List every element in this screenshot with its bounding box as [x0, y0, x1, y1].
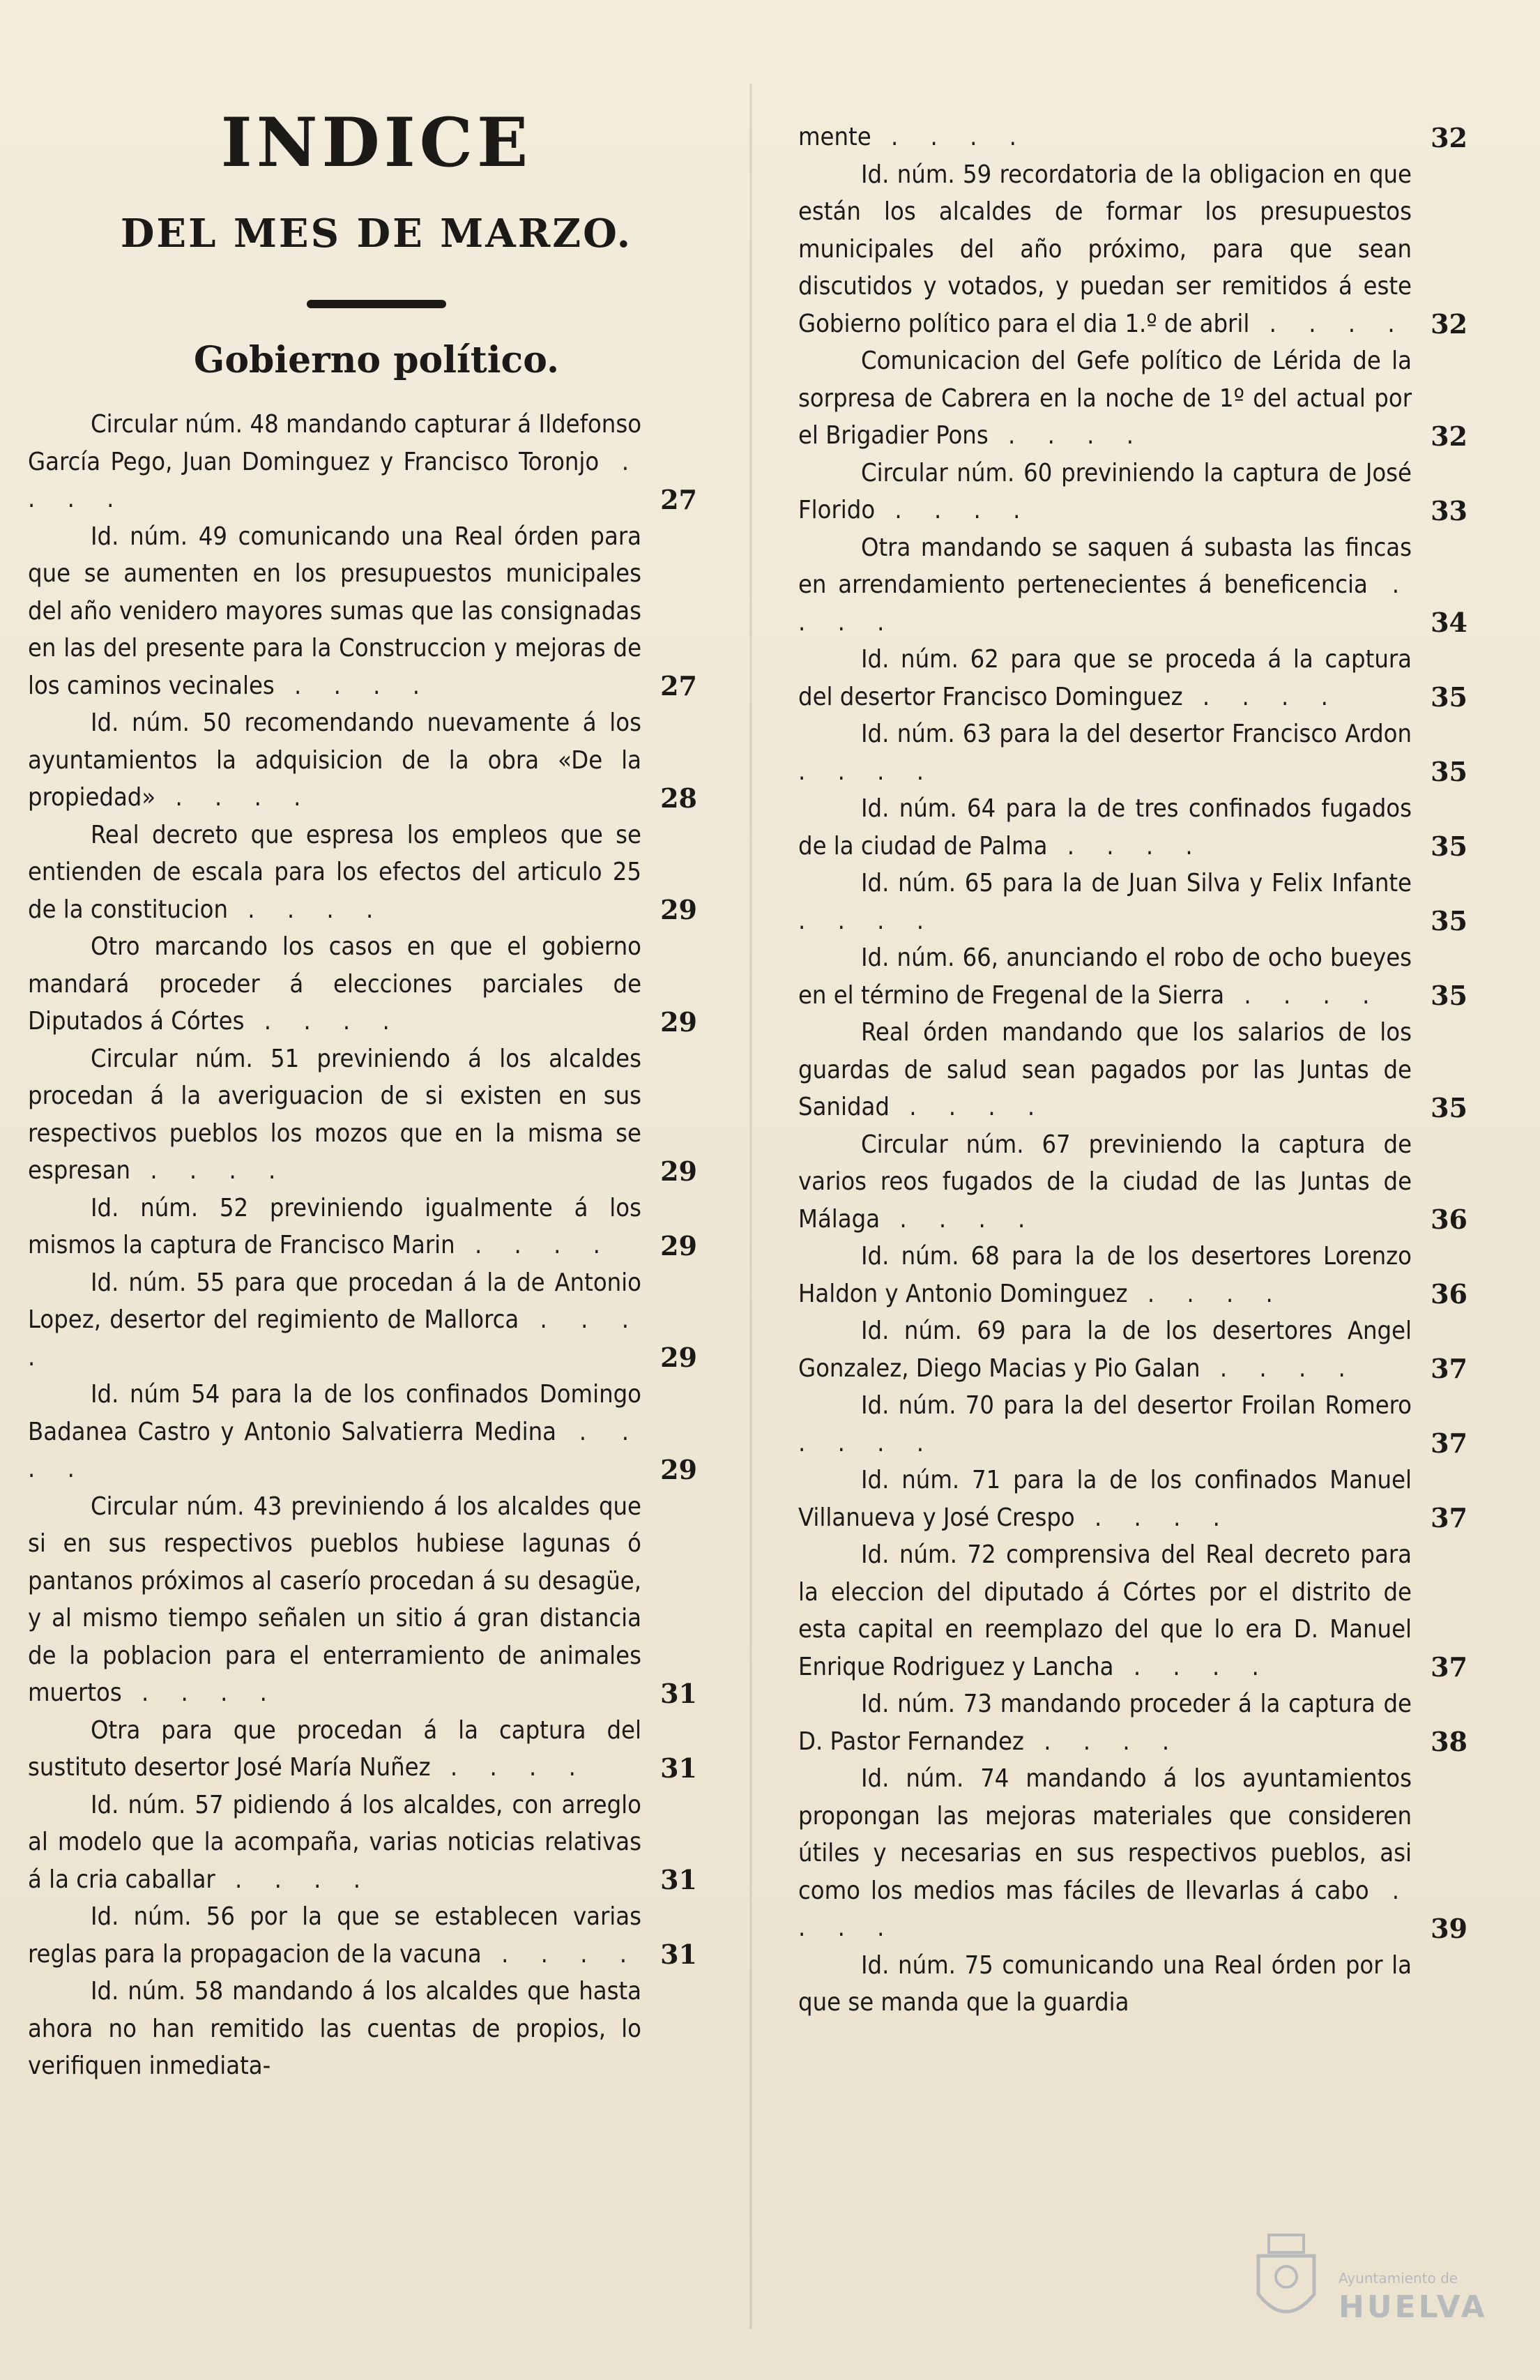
- entry-label: Id. núm. 70 para la del desertor Froilan Romero: [861, 1391, 1412, 1420]
- huelva-watermark: [1248, 2228, 1513, 2340]
- entry-text: [28, 1040, 641, 1190]
- index-entry: [28, 928, 725, 1040]
- right-entry-list: [798, 119, 1495, 2022]
- entry-text: [28, 1898, 641, 1973]
- index-entry: [798, 1760, 1495, 1947]
- leader-dots: . . . .: [28, 1305, 641, 1372]
- left-column: [28, 0, 725, 2085]
- page-number: 27: [660, 670, 697, 702]
- entry-label: Circular núm. 48 mandando capturar á Ildefonso García Pego, Juan Dominguez y Francisco Toronjo: [28, 410, 641, 476]
- entry-text: [28, 1264, 641, 1377]
- watermark-big-text: HUELVA: [1339, 2289, 1488, 2325]
- index-entry: [28, 1040, 725, 1190]
- leader-dots: . . . .: [28, 1417, 641, 1483]
- page-number: 29: [660, 1453, 697, 1485]
- index-entry: [798, 1126, 1495, 1238]
- entry-text: [798, 939, 1412, 1014]
- entry-label: mente: [798, 123, 871, 151]
- page-number: 31: [660, 1677, 697, 1709]
- entry-label: Id. núm. 57 pidiendo á los alcaldes, con arreglo al modelo que la acompaña, varias noticias relativas á la cria caballar: [28, 1790, 641, 1894]
- page-number: 37: [1431, 1502, 1467, 1533]
- page-number: 29: [660, 1006, 697, 1038]
- entry-text: [28, 1787, 641, 1899]
- leader-dots: . . . .: [880, 1204, 1038, 1234]
- entry-text: [28, 518, 641, 705]
- index-entry: [798, 529, 1495, 642]
- leader-dots: . . . .: [215, 1865, 373, 1894]
- page-number: 32: [1431, 420, 1467, 452]
- page-fold: [749, 84, 752, 2329]
- page-number: 31: [660, 1864, 697, 1895]
- entry-label: Otra mandando se saquen á subasta las fincas en arrendamiento pertenecientes á beneficencia: [798, 533, 1412, 599]
- page-number: 32: [1431, 308, 1467, 340]
- entry-text: [798, 1760, 1412, 1947]
- entry-text: [798, 1312, 1412, 1387]
- page-number: 29: [660, 894, 697, 925]
- index-entry: [798, 1238, 1495, 1312]
- page-number: 35: [1431, 756, 1467, 787]
- entry-label: Circular núm. 43 previniendo á los alcaldes que si en sus respectivos pueblos hubiese lagunas ó pantanos próximos al caserío procedan á su desagüe, y al mismo tiempo señalen un sitio á gran distancia de la poblacion para el enterramiento de animales muertos: [28, 1492, 641, 1707]
- entry-text: [798, 529, 1412, 642]
- index-entry: [798, 1014, 1495, 1126]
- page-number: 36: [1431, 1204, 1467, 1235]
- entry-label: Comunicacion del Gefe político de Lérida de la sorpresa de Cabrera en la noche de 1º del actual por el Brigadier Pons: [798, 347, 1412, 450]
- page-number: 28: [660, 782, 697, 814]
- entry-text: [798, 1014, 1412, 1126]
- page-number: 39: [1431, 1912, 1467, 1944]
- leader-dots: . . . .: [798, 757, 936, 786]
- entry-label: Id. núm. 64 para la de tres confinados fugados de la ciudad de Palma: [798, 794, 1412, 861]
- page-number: 38: [1431, 1726, 1467, 1757]
- index-entry: [28, 1264, 725, 1377]
- index-entry: [28, 1973, 725, 2085]
- page-number: 29: [660, 1229, 697, 1261]
- entry-label: Id. núm. 52 previniendo igualmente á los mismos la captura de Francisco Marin: [28, 1193, 641, 1259]
- leader-dots: . . . .: [121, 1678, 280, 1707]
- leader-dots: . . . .: [875, 496, 1033, 524]
- page-number: 35: [1431, 1091, 1467, 1123]
- leader-dots: . . . .: [1127, 1279, 1286, 1308]
- index-entry: [798, 641, 1495, 715]
- leader-dots: . . . .: [798, 906, 936, 935]
- entry-label: Id. núm. 55 para que procedan á la de Antonio Lopez, desertor del regimiento de Mallorca: [28, 1268, 641, 1334]
- entry-text: [798, 715, 1412, 790]
- leader-dots: . . . .: [28, 447, 641, 513]
- leader-dots: . . . .: [798, 1876, 1412, 1942]
- index-title: INDICE: [220, 103, 533, 182]
- entry-label: Id. núm 54 para la de los confinados Domingo Badanea Castro y Antonio Salvatierra Medina: [28, 1380, 641, 1446]
- index-entry: [798, 156, 1495, 343]
- entry-label: Id. núm. 56 por la que se establecen varias reglas para la propagacion de la vacuna: [28, 1902, 641, 1969]
- entry-text: [28, 406, 641, 518]
- leader-dots: . . . .: [1074, 1503, 1233, 1532]
- entry-label: Id. núm. 50 recomendando nuevamente á los ayuntamientos la adquisicion de la obra «De la propiedad»: [28, 708, 641, 812]
- index-entry: [28, 518, 725, 705]
- leader-dots: . . . .: [155, 783, 314, 812]
- entry-text: [798, 455, 1412, 529]
- index-entry: [28, 704, 725, 817]
- page-number: 35: [1431, 681, 1467, 713]
- index-entry: [798, 865, 1495, 939]
- entry-label: Otro marcando los casos en que el gobierno mandará proceder á elecciones parciales de Diputados á Córtes: [28, 932, 641, 1036]
- entry-label: Real órden mandando que los salarios de los guardas de salud sean pagados por las Juntas de Sanidad: [798, 1018, 1412, 1121]
- leader-dots: . . . .: [244, 1007, 402, 1036]
- leader-dots: . . . .: [1113, 1652, 1272, 1681]
- entry-label: Id. núm. 65 para la de Juan Silva y Felix Infante: [861, 869, 1412, 897]
- page-number: 37: [1431, 1427, 1467, 1459]
- entry-label: Circular núm. 67 previniendo la captura de varios reos fugados de la ciudad de las Juntas de Málaga: [798, 1130, 1412, 1234]
- page-number: 33: [1431, 494, 1467, 526]
- entry-text: [28, 1190, 641, 1264]
- leader-dots: . . . .: [130, 1156, 289, 1185]
- left-entry-list: [28, 406, 725, 2085]
- index-entry: [798, 715, 1495, 790]
- section-heading: Gobierno político.: [193, 339, 560, 381]
- entry-text: [798, 641, 1412, 715]
- entry-label: Id. núm. 63 para la del desertor Francisco Ardon: [861, 720, 1412, 748]
- entry-text: [798, 1462, 1412, 1536]
- entry-label: Otra para que procedan á la captura del sustituto desertor José María Nuñez: [28, 1715, 641, 1782]
- leader-dots: . . . .: [430, 1753, 588, 1782]
- entry-label: Id. núm. 69 para la de los desertores Angel Gonzalez, Diego Macias y Pio Galan: [798, 1317, 1412, 1383]
- entry-text: [798, 1685, 1412, 1760]
- index-entry: [28, 1488, 725, 1712]
- page-number: 37: [1431, 1651, 1467, 1683]
- index-entry: [798, 1536, 1495, 1685]
- index-entry: [798, 119, 1495, 156]
- entry-text: [28, 1973, 641, 2085]
- entry-label: Id. núm. 73 mandando proceder á la captura de D. Pastor Fernandez: [798, 1690, 1412, 1756]
- leader-dots: . . . .: [228, 895, 386, 924]
- entry-label: Id. núm. 58 mandando á los alcaldes que hasta ahora no han remitido las cuentas de propios, lo verifiquen inmediata-: [28, 1977, 641, 2080]
- entry-text: [798, 119, 1412, 156]
- leader-dots: . . . .: [1182, 682, 1341, 711]
- leader-dots: . . . .: [455, 1231, 613, 1259]
- entry-label: Id. núm. 62 para que se proceda á la captura del desertor Francisco Dominguez: [798, 645, 1412, 711]
- entry-text: [798, 1387, 1412, 1462]
- entry-label: Id. núm. 71 para la de los confinados Manuel Villanueva y José Crespo: [798, 1466, 1412, 1532]
- leader-dots: . . . .: [798, 570, 1412, 637]
- entry-text: [28, 704, 641, 817]
- index-subtitle: DEL MES DE MARZO.: [120, 211, 633, 257]
- entry-text: [798, 1238, 1412, 1312]
- page-number: 29: [660, 1342, 697, 1373]
- page-number: 37: [1431, 1353, 1467, 1384]
- index-entry: [28, 1898, 725, 1973]
- index-entry: [798, 1312, 1495, 1387]
- entry-label: Id. núm. 66, anunciando el robo de ocho bueyes en el término de Fregenal de la Sierra: [798, 943, 1412, 1010]
- page-number: 31: [660, 1939, 697, 1970]
- page-number: 34: [1431, 607, 1467, 638]
- entry-text: [28, 1376, 641, 1488]
- entry-label: Circular núm. 60 previniendo la captura de José Florido: [798, 458, 1412, 524]
- page-number: 31: [660, 1752, 697, 1784]
- entry-text: [798, 865, 1412, 939]
- index-entry: [28, 406, 725, 518]
- index-entry: [798, 790, 1495, 865]
- coat-of-arms-icon: [1248, 2228, 1325, 2333]
- page-number: 35: [1431, 980, 1467, 1011]
- entry-label: Id. núm. 72 comprensiva del Real decreto para la eleccion del diputado á Córtes por el distrito de esta capital en reemplazo del que lo era D. Manuel Enrique Rodriguez y Lancha: [798, 1540, 1412, 1681]
- index-entry: [28, 1376, 725, 1488]
- index-entry: [798, 342, 1495, 455]
- index-entry: [798, 1387, 1495, 1462]
- entry-text: [798, 342, 1412, 455]
- leader-dots: . . . .: [1200, 1354, 1358, 1383]
- entry-label: Id. núm. 74 mandando á los ayuntamientos propongan las mejoras materiales que consideren útiles y necesarias en sus respectivos pueblos, asi como los medios mas fáciles de llevarlas á cabo: [798, 1764, 1412, 1905]
- index-entry: [28, 1712, 725, 1787]
- entry-label: Id. núm. 68 para la de los desertores Lorenzo Haldon y Antonio Dominguez: [798, 1242, 1412, 1308]
- leader-dots: . . . .: [798, 1428, 936, 1457]
- leader-dots: . . . .: [988, 421, 1146, 450]
- page-number: 27: [660, 483, 697, 515]
- index-entry: [28, 1787, 725, 1899]
- index-entry: [798, 1685, 1495, 1760]
- leader-dots: . . . .: [274, 671, 433, 700]
- entry-text: [28, 817, 641, 929]
- index-entry: [798, 939, 1495, 1014]
- entry-label: Id. núm. 75 comunicando una Real órden por la que se manda que la guardia: [798, 1950, 1412, 2017]
- index-entry: [798, 455, 1495, 529]
- watermark-small-text: Ayuntamiento de: [1339, 2270, 1458, 2287]
- index-entry: [798, 1947, 1495, 2022]
- right-column: [798, 0, 1495, 2022]
- entry-text: [798, 1947, 1412, 2022]
- page-number: 35: [1431, 831, 1467, 862]
- entry-text: [798, 790, 1412, 865]
- entry-text: [798, 156, 1412, 343]
- entry-text: [798, 1536, 1412, 1685]
- title-rule: [307, 300, 446, 308]
- page-number: 36: [1431, 1278, 1467, 1310]
- page-number: 29: [660, 1155, 697, 1187]
- leader-dots: . . . .: [1224, 980, 1382, 1010]
- leader-dots: . . . .: [481, 1939, 640, 1969]
- page-number: 32: [1431, 121, 1467, 153]
- entry-text: [28, 1712, 641, 1787]
- entry-label: Real decreto que espresa los empleos que se entienden de escala para los efectos del articulo 25 de la constitucion: [28, 820, 641, 924]
- leader-dots: . . . .: [889, 1093, 1048, 1121]
- index-entry: [28, 1190, 725, 1264]
- leader-dots: . . . .: [871, 123, 1029, 151]
- entry-label: Id. núm. 59 recordatoria de la obligacion en que están los alcaldes de formar los presupuestos municipales del año próximo, para que sean discutidos y votados, y puedan ser remitidos á este Gobierno político para el dia 1.º de abril: [798, 160, 1412, 338]
- entry-text: [28, 1488, 641, 1712]
- index-entry: [798, 1462, 1495, 1536]
- leader-dots: . . . .: [1249, 309, 1408, 338]
- page-number: 35: [1431, 905, 1467, 937]
- leader-dots: . . . .: [1023, 1727, 1182, 1756]
- entry-label: Circular núm. 51 previniendo á los alcaldes procedan á la averiguacion de si existen en sus respectivos pueblos los mozos que en la misma se espresan: [28, 1044, 641, 1185]
- entry-text: [798, 1126, 1412, 1238]
- entry-text: [28, 928, 641, 1040]
- index-entry: [28, 817, 725, 929]
- entry-label: Id. núm. 49 comunicando una Real órden para que se aumenten en los presupuestos municipales del año venidero mayores sumas que las consignadas en las del presente para la Construccion y mejoras de los caminos vecinales: [28, 522, 641, 700]
- leader-dots: . . . .: [1047, 831, 1205, 861]
